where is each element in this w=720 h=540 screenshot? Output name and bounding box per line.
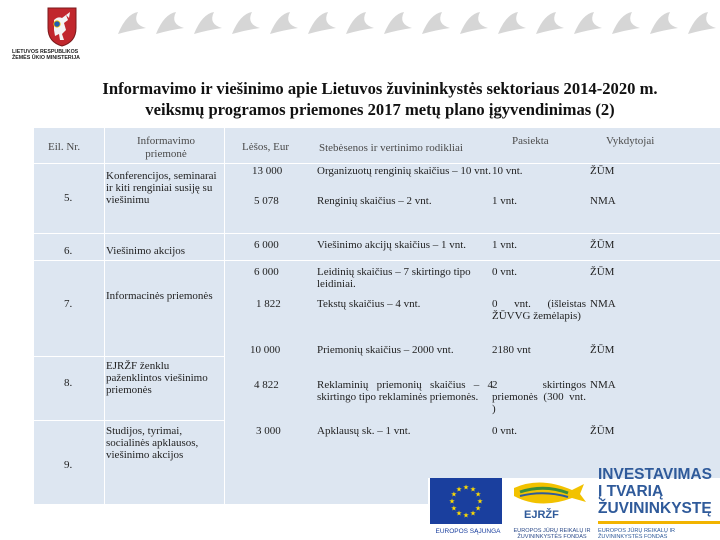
ornament-leaf [384,12,412,34]
ornament-leaf [270,12,298,34]
row-vykdytojai: ŽŪM [590,239,615,251]
eu-star-icon: ★ [469,485,477,494]
grid-line [224,128,225,504]
row-vykdytojai: NMA [590,379,616,391]
header-lesos: Lėšos, Eur [242,141,290,153]
grid-line [34,420,224,421]
row-rodiklis: Apklausų sk. – 1 vnt. [317,425,411,437]
row-rodiklis: Renginių skaičius – 2 vnt. [317,195,432,207]
eu-flag-icon [430,478,502,524]
ornament-leaf [308,12,336,34]
eu-star-icon: ★ [469,509,477,518]
row-pasiekta: 0 vnt. [492,266,518,278]
eu-star-icon: ★ [450,490,458,499]
row-number: 8. [64,377,73,389]
row-lesos: 5 078 [254,195,279,207]
eu-star-icon: ★ [474,504,482,513]
grid-line [34,260,720,261]
invest-fund-caption: EUROPOS JŪRŲ REIKALŲ IR ŽUVININKYSTĖS FONDAS [598,528,676,540]
lithuania-coat-of-arms-icon [40,6,84,48]
plan-table [34,128,720,504]
row-number: 9. [64,459,73,471]
row-pasiekta: 0 vnt. (išleistas ŽŪVVG žemėlapis) [492,298,586,322]
grid-line [34,163,720,164]
ministry-name-line: LIETUVOS RESPUBLIKOS [12,49,79,55]
ornament-leaf [498,12,526,34]
row-lesos: 1 822 [256,298,281,310]
row-lesos: 10 000 [250,344,281,356]
ornament-leaf [650,12,678,34]
row-pasiekta: 10 vnt. [492,165,523,177]
row-vykdytojai: ŽŪM [590,266,615,278]
invest-line: INVESTAVIMAS [598,466,712,483]
eu-star-icon: ★ [450,504,458,513]
ornament-leaf [460,12,488,34]
row-lesos: 13 000 [252,165,283,177]
column-vykdytojai-bg [587,128,720,504]
decorative-ornament-band [108,8,720,40]
row-priemone: EJRŽF ženklu paženklintos viešinimo priemonės [106,360,208,396]
ornament-leaf [194,12,222,34]
row-pasiekta: 1 vnt. [492,195,518,207]
fund-logo-text: EJRŽF [524,509,559,521]
row-lesos: 3 000 [256,425,281,437]
ornament-leaf [612,12,640,34]
invest-line: Į TVARIĄ [598,483,664,500]
ornament-leaf [574,12,602,34]
eu-star-icon: ★ [455,509,463,518]
eu-star-icon: ★ [462,483,470,492]
row-number: 7. [64,298,73,310]
invest-logo [598,466,720,540]
ministry-name-line: ŽEMĖS ŪKIO MINISTERIJA [12,55,80,62]
eu-star-icon: ★ [462,511,470,520]
row-priemone: Informacinės priemonės [106,290,213,302]
row-vykdytojai: ŽŪM [590,165,615,177]
eu-star-icon: ★ [455,485,463,494]
invest-accent-bar [598,521,720,524]
ornament-leaf [156,12,184,34]
row-priemone: Konferencijos, seminarai ir kiti renginiai susiję su viešinimu [106,170,217,206]
row-lesos: 6 000 [254,239,279,251]
column-rodikliai-bg [309,128,494,504]
row-number: 6. [64,245,73,257]
row-priemone: Studijos, tyrimai, socialinės apklausos, viešinimo akcijos [106,425,199,461]
title-line: Informavimo ir viešinimo apie Lietuvos žuvininkystės sektoriaus 2014-2020 m. [102,79,658,98]
row-pasiekta: 2180 vnt [492,344,531,356]
row-vykdytojai: ŽŪM [590,425,615,437]
column-lesos-bg [224,128,309,504]
eu-star-icon: ★ [476,497,484,506]
row-pasiekta: 1 vnt. [492,239,518,251]
fund-caption: EUROPOS JŪRŲ REIKALŲ IR ŽUVININKYSTĖS FONDAS [513,528,591,540]
row-vykdytojai: NMA [590,298,616,310]
header-vykdytojai: Vykdytojai [606,135,655,147]
row-pasiekta: 0 vnt. [492,425,518,437]
row-lesos: 6 000 [254,266,279,278]
header-rodikliai: Stebėsenos ir vertinimo rodikliai [319,142,463,154]
row-rodiklis: Priemonių skaičius – 2000 vnt. [317,344,454,356]
ministry-logo [12,6,122,68]
title-line: veiksmų programos priemones 2017 metų plano įgyvendinimas (2) [145,100,615,119]
header-priemone: Informavimo priemonė [136,135,196,160]
row-rodiklis: Reklaminių priemonių skaičius – 4 skirtingo tipo reklaminės priemonės. [317,379,493,403]
invest-line: ŽUVININKYSTĘ [598,500,712,517]
header-nr: Eil. Nr. [48,141,81,153]
row-pasiekta: 2 skirtingos priemonės (300 vnt. ) [492,379,586,415]
grid-line [34,233,720,234]
ejrzf-fish-logo-icon [510,478,590,524]
column-nr-bg [34,128,104,504]
ornament-leaf [422,12,450,34]
grid-line [104,128,105,504]
row-rodiklis: Viešinimo akcijų skaičius – 1 vnt. [317,239,467,251]
page-title [40,78,720,120]
eu-star-icon: ★ [448,497,456,506]
ornament-leaf [346,12,374,34]
row-rodiklis: Organizuotų renginių skaičius – 10 vnt. [317,165,491,177]
footer-logos [428,466,720,540]
row-vykdytojai: NMA [590,195,616,207]
grid-line [34,356,224,357]
row-rodiklis: Leidinių skaičius – 7 skirtingo tipo leidiniai. [317,266,471,290]
eu-caption: EUROPOS SĄJUNGA [435,528,501,535]
row-lesos: 4 822 [254,379,279,391]
ornament-leaf [688,12,716,34]
header-pasiekta: Pasiekta [512,135,549,147]
row-rodiklis: Tekstų skaičius – 4 vnt. [317,298,421,310]
ornament-leaf [536,12,564,34]
row-priemone: Viešinimo akcijos [106,245,186,257]
ornament-leaf [118,12,146,34]
row-number: 5. [64,192,73,204]
row-vykdytojai: ŽŪM [590,344,615,356]
ornament-leaf [232,12,260,34]
eu-star-icon: ★ [474,490,482,499]
